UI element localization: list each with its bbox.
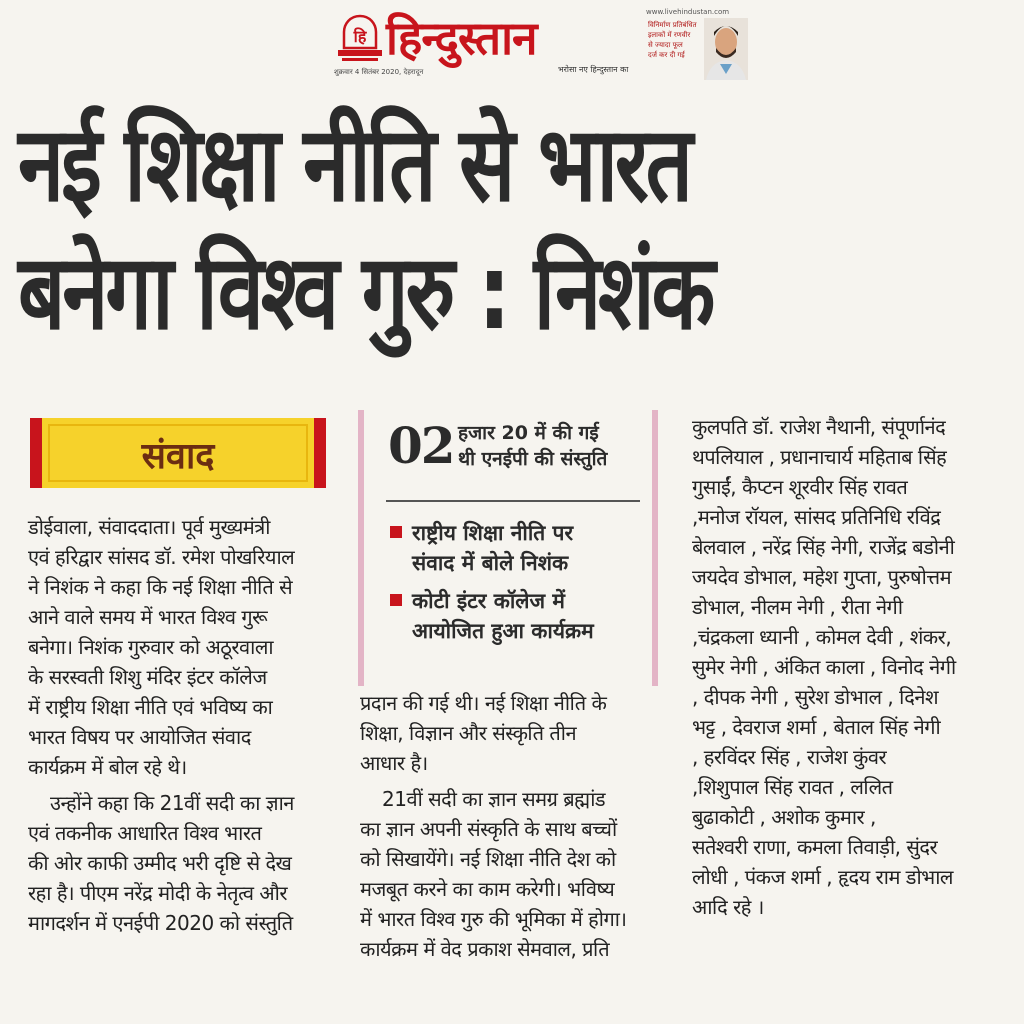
promo-line: से ज्यादा फूल <box>648 41 683 49</box>
text-line: मागदर्शन में एनईपी 2020 को संस्तुति <box>28 911 293 935</box>
article-paragraph <box>360 784 670 964</box>
text-line: रहा है। पीएम नरेंद्र मोदी के नेतृत्व और <box>28 881 288 905</box>
article-paragraph <box>28 788 344 938</box>
tagline: भरोसा नए हिन्दुस्तान का <box>558 65 629 74</box>
text-line: शिक्षा, विज्ञान और संस्कृति तीन <box>360 721 577 745</box>
text-line: डोभाल, नीलम नेगी , रीता नेगी <box>692 595 903 619</box>
text-line: 21वीं सदी का ज्ञान समग्र ब्रह्मांड <box>382 787 606 811</box>
article-paragraph <box>28 512 344 782</box>
text-line: कुलपति डॉ. राजेश नैथानी, संपूर्णानंद <box>692 415 946 439</box>
text-line: को सिखायेंगे। नई शिक्षा नीति देश को <box>360 847 616 871</box>
highlight-subtext <box>458 420 607 472</box>
highlight-sub-line: थी एनईपी की संस्तुति <box>458 448 608 470</box>
text-line: कार्यक्रम में बोल रहे थे। <box>28 755 187 779</box>
text-line: आधार है। <box>360 751 428 775</box>
text-line: आने वाले समय में भारत विश्व गुरू <box>28 605 268 629</box>
highlight-point-line: संवाद में बोले निशंक <box>412 551 569 575</box>
text-line: में राष्ट्रीय शिक्षा नीति एवं भविष्य का <box>28 695 273 719</box>
promo-line: दर्ज कर दी गई <box>648 51 685 59</box>
divider <box>386 500 640 502</box>
promo-person-photo <box>704 18 748 80</box>
text-line: ,चंद्रकला ध्यानी , कोमल देवी , शंकर, <box>692 625 952 649</box>
text-line: उन्होंने कहा कि 21वीं सदी का ज्ञान <box>50 791 294 815</box>
headline-line: बनेगा विश्व गुरु : निशंक <box>18 231 713 353</box>
text-line: बनेगा। निशंक गुरुवार को अठूरवाला <box>28 635 274 659</box>
text-line: थपलियाल , प्रधानाचार्य महिताब सिंह <box>692 445 947 469</box>
edition-date: शुक्रवार 4 सितंबर 2020, देहरादून <box>334 68 424 76</box>
text-line: ,शिशुपाल सिंह रावत , ललित <box>692 775 893 799</box>
section-label-box <box>30 418 326 488</box>
square-bullet-icon <box>390 526 402 538</box>
newspaper-emblem-icon <box>336 14 384 66</box>
headline-line: नई शिक्षा नीति से भारत <box>18 103 690 225</box>
text-line: एवं तकनीक आधारित विश्व भारत <box>28 821 262 845</box>
text-line: मजबूत करने का काम करेगी। भविष्य <box>360 877 615 901</box>
headline <box>18 100 818 356</box>
section-label: संवाद <box>141 436 215 477</box>
text-line: सुमेर नेगी , अंकित काला , विनोद नेगी <box>692 655 956 679</box>
text-line: ,मनोज रॉयल, सांसद प्रतिनिधि रविंद्र <box>692 505 941 529</box>
highlight-number: 02 <box>388 416 454 475</box>
text-line: सतेश्वरी राणा, कमला तिवाड़ी, सुंदर <box>692 835 938 859</box>
text-line: , हरविंदर सिंह , राजेश कुंवर <box>692 745 887 769</box>
text-line: , दीपक नेगी , सुरेश डोभाल , दिनेश <box>692 685 939 709</box>
article-paragraph <box>692 412 1008 922</box>
article-column-2 <box>360 688 670 964</box>
text-line: बुढाकोटी , अशोक कुमार , <box>692 805 876 829</box>
masthead <box>330 4 750 82</box>
highlight-point-line: आयोजित हुआ कार्यक्रम <box>412 619 594 643</box>
highlight-point-line: कोटी इंटर कॉलेज में <box>412 589 565 613</box>
text-line: भारत विषय पर आयोजित संवाद <box>28 725 251 749</box>
article-paragraph <box>360 688 670 778</box>
text-line: जयदेव डोभाल, महेश गुप्ता, पुरुषोत्तम <box>692 565 952 589</box>
newspaper-logo: हिन्दुस्तान <box>386 11 537 65</box>
text-line: ने निशंक ने कहा कि नई शिक्षा नीति से <box>28 575 293 599</box>
text-line: के सरस्वती शिशु मंदिर इंटर कॉलेज <box>28 665 267 689</box>
text-line: बेलवाल , नरेंद्र सिंह नेगी, राजेंद्र बडोनी <box>692 535 955 559</box>
text-line: गुसाईं, कैप्टन शूरवीर सिंह रावत <box>692 475 908 499</box>
highlight-sub-line: हजार 20 में की गई <box>458 422 599 444</box>
highlight-point <box>392 518 573 578</box>
text-line: कार्यक्रम में वेद प्रकाश सेमवाल, प्रति <box>360 937 610 961</box>
text-line: आदि रहे । <box>692 895 764 919</box>
svg-text:हि: हि <box>353 27 367 46</box>
text-line: लोधी , पंकज शर्मा , हृदय राम डोभाल <box>692 865 953 889</box>
text-line: की ओर काफी उम्मीद भरी दृष्टि से देख <box>28 851 292 875</box>
highlight-point <box>392 586 594 646</box>
article-column-3 <box>692 412 1008 922</box>
highlight-point-line: राष्ट्रीय शिक्षा नीति पर <box>412 521 574 545</box>
text-line: में भारत विश्व गुरु की भूमिका में होगा। <box>360 907 627 931</box>
square-bullet-icon <box>390 594 402 606</box>
highlight-box <box>358 410 658 686</box>
text-line: प्रदान की गई थी। नई शिक्षा नीति के <box>360 691 607 715</box>
promo-line: इलाकों में रणवीर <box>648 31 691 39</box>
text-line: भट्ट , देवराज शर्मा , बेताल सिंह नेगी <box>692 715 941 739</box>
website-url: www.livehindustan.com <box>646 8 730 16</box>
article-column-1 <box>28 512 344 938</box>
text-line: एवं हरिद्वार सांसद डॉ. रमेश पोखरियाल <box>28 545 295 569</box>
promo-line: विनिर्माण प्रतिबंधित <box>648 21 697 29</box>
text-line: डोईवाला, संवाददाता। पूर्व मुख्यमंत्री <box>28 515 270 539</box>
promo-teaser <box>648 20 700 60</box>
text-line: का ज्ञान अपनी संस्कृति के साथ बच्चों <box>360 817 617 841</box>
